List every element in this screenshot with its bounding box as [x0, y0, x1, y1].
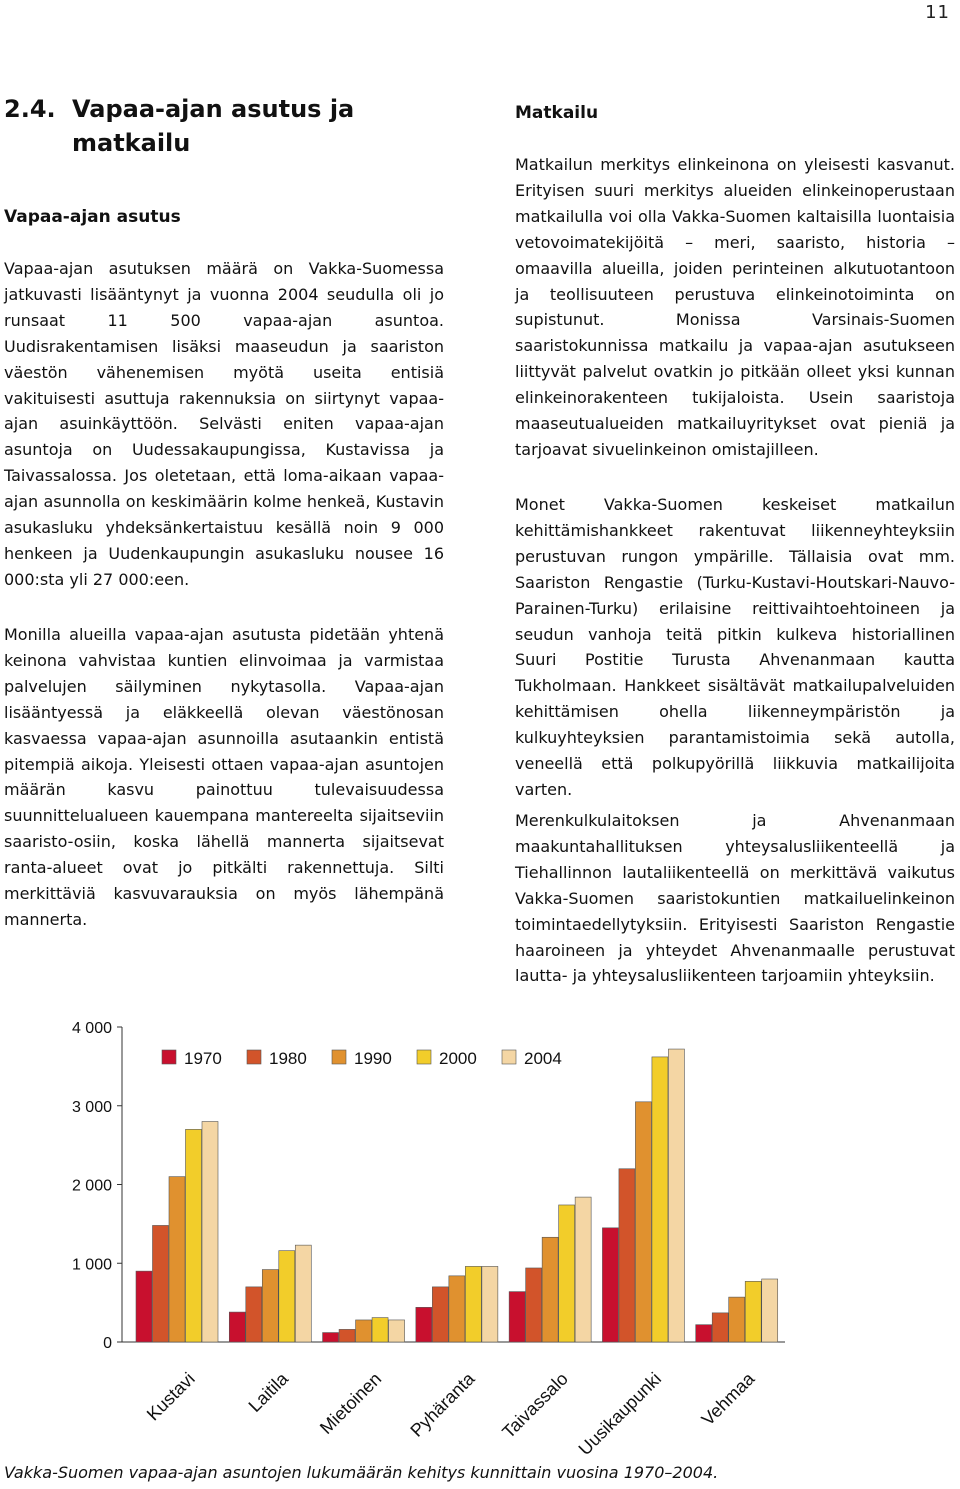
bar-vehmaa-1990 — [729, 1297, 745, 1342]
bar-laitila-1970 — [229, 1312, 245, 1342]
bar-uusikaupunki-1980 — [619, 1169, 635, 1342]
bar-laitila-2004 — [295, 1245, 311, 1342]
bar-mietoinen-2000 — [372, 1318, 388, 1342]
legend-swatch-1980 — [247, 1050, 261, 1064]
y-tick-label: 2 000 — [71, 1177, 112, 1195]
bar-mietoinen-1970 — [323, 1333, 339, 1342]
bar-pyhäranta-1990 — [449, 1276, 465, 1342]
category-label-vehmaa: Vehmaa — [697, 1368, 759, 1430]
subheading-matkailu: Matkailu — [515, 103, 599, 123]
category-label-laitila: Laitila — [244, 1368, 293, 1416]
legend-label-1970: 1970 — [184, 1049, 222, 1068]
bar-taivassalo-2004 — [575, 1197, 591, 1342]
legend-label-2000: 2000 — [439, 1049, 477, 1068]
bar-vehmaa-2004 — [762, 1279, 778, 1342]
section-heading — [4, 92, 444, 160]
category-label-taivassalo: Taivassalo — [498, 1368, 572, 1443]
bar-uusikaupunki-2000 — [652, 1057, 668, 1342]
bar-kustavi-1990 — [169, 1177, 185, 1342]
paragraph-matkailu-1: Matkailun merkitys elinkeinona on yleisesti kasvanut. Erityisen suuri merkitys alueiden elinkeinoperustaan matkailulla voi olla Vakka-Suomen kaltaisilla luontaisia vetovoimatekijöitä – meri, saaristo, historia – omaavilla alueilla, joiden perinteinen alkutuotantoon ja teollisuuteen perustuva elinkeinotoiminta on supistunut. Monissa Varsinais-Suomen saaristokunnissa matkailu ja vapaa-ajan asutukseen liittyvät palvelut ovatkin jo pitkään olleet yksi kunnan elinkeinorakenteen tukijaloista. Usein saaristoja maaseutualueiden matkailuyritykset ovat pieniä ja tarjoavat sivuelinkeinon omistajilleen. — [515, 155, 955, 459]
section-number: 2.4. — [4, 95, 56, 123]
legend-label-1990: 1990 — [354, 1049, 392, 1068]
bar-kustavi-1970 — [136, 1271, 152, 1342]
bar-kustavi-1980 — [153, 1225, 169, 1342]
bar-vehmaa-1980 — [712, 1313, 728, 1342]
bar-laitila-1990 — [262, 1270, 278, 1342]
paragraph-asutus-1: Vapaa-ajan asutuksen määrä on Vakka-Suomessa jatkuvasti lisääntynyt ja vuonna 2004 seudulla oli jo runsaat 11 500 vapaa-ajan asuntoa. Uudisrakentamisen lisäksi maaseudun ja saariston väestön vähenemisen myötä useita entisiä vakituisesti asuttuja rakennuksia on siirtynyt vapaa-ajan asuinkäyttöön. Selvästi eniten vapaa-ajan asuntoja on Uudessakaupungissa, Kustavissa ja Taivassalossa. Jos oletetaan, että loma-aikaan vapaa-ajan asunnolla on keskimäärin kolme henkeä, Kustavin asukasluku yhdeksänkertaistuu kesällä noin 9 000 henkeen ja Uudenkaupungin asukasluku nousee 16 000:sta yli 27 000:een. — [4, 259, 444, 589]
subheading-vapaa-ajan-asutus: Vapaa-ajan asutus — [4, 207, 181, 227]
paragraph-matkailu-3: Merenkulkulaitoksen ja Ahvenanmaan maakuntahallituksen yhteysalusliikenteellä ja Tiehallinnon lautaliikenteellä on merkittävä vaikutus Vakka-Suomen saaristokuntien matkailuelinkeinon toimintaedellytyksiin. Erityisesti Saariston Rengastie haaroineen ja yhteydet Ahvenanmaalle perustuvat lautta- ja yhteysalusliikenteen tarjoamiin yhteyksiin. — [515, 811, 955, 986]
legend-swatch-1970 — [162, 1050, 176, 1064]
y-tick-label: 0 — [103, 1335, 112, 1352]
y-tick-label: 4 000 — [71, 1020, 112, 1037]
bar-kustavi-2004 — [202, 1122, 218, 1343]
bar-pyhäranta-1980 — [432, 1287, 448, 1342]
bar-kustavi-2000 — [186, 1129, 202, 1342]
y-tick-label: 1 000 — [71, 1256, 112, 1274]
bar-mietoinen-2004 — [389, 1320, 405, 1342]
section-title: Vapaa-ajan asutus ja matkailu — [72, 95, 355, 157]
paragraph-matkailu-2: Monet Vakka-Suomen keskeiset matkailun kehittämishankkeet rakentuvat liikenneyhteyksiin perustuvan rungon ympärille. Tällaisia ovat mm. Saariston Rengastie (Turku-Kustavi-Houtskari-Nauvo-Parainen-Turku) erilaisine reittivaihtoehtoineen ja seudun vanhoja teitä pitkin kulkeva historiallinen Suuri Postitie Turusta Ahvenanmaan kautta Tukholmaan. Hankkeet sisältävät matkailupalveluiden kehittämisen ohella liikenneympäristön ja kulkuyhteyksien parantamistoimia sekä autolla, veneellä että polkupyörillä liikkuvia matkailijoita varten. — [515, 495, 955, 799]
paragraph-asutus-2: Monilla alueilla vapaa-ajan asutusta pidetään yhtenä keinona vahvistaa kuntien elinvoimaa ja varmistaa palvelujen säilyminen nykytasolla. Vapaa-ajan lisääntyessä ja eläkkeellä olevan väestönosan kasvaessa vapaa-ajan asunnoilla asutaankin entistä pitempiä aikoja. Yleisesti ottaen vapaa-ajan asuntojen määrän kasvu painottuu tulevaisuudessa suunnittelualueen kauempana mantereelta sijaitseviin saaristo-osiin, koska lähellä mannerta sijaitsevat ranta-alueet ovat jo pitkälti rakennettuja. Silti merkittäviä kasvuvarauksia on myös lähempänä mannerta. — [4, 625, 444, 929]
bar-chart — [0, 1005, 960, 1470]
legend-swatch-1990 — [332, 1050, 346, 1064]
bar-laitila-1980 — [246, 1287, 262, 1342]
legend-swatch-2004 — [502, 1050, 516, 1064]
y-tick-label: 3 000 — [71, 1098, 112, 1116]
category-label-pyhäranta: Pyhäranta — [406, 1368, 479, 1441]
bar-laitila-2000 — [279, 1251, 295, 1342]
bar-uusikaupunki-1990 — [635, 1102, 651, 1342]
bar-taivassalo-1980 — [526, 1268, 542, 1342]
bar-taivassalo-2000 — [559, 1205, 575, 1342]
bar-uusikaupunki-1970 — [602, 1228, 618, 1342]
bar-pyhäranta-1970 — [416, 1307, 432, 1342]
bar-taivassalo-1990 — [542, 1237, 558, 1342]
category-label-mietoinen: Mietoinen — [315, 1368, 386, 1438]
chart-caption: Vakka-Suomen vapaa-ajan asuntojen lukumäärän kehitys kunnittain vuosina 1970–2004. — [4, 1463, 719, 1482]
legend-swatch-2000 — [417, 1050, 431, 1064]
bar-mietoinen-1990 — [356, 1320, 372, 1342]
page-number: 11 — [925, 2, 950, 23]
category-label-kustavi: Kustavi — [142, 1368, 199, 1425]
bar-taivassalo-1970 — [509, 1292, 525, 1342]
bar-vehmaa-2000 — [745, 1281, 761, 1342]
chart-canvas — [0, 1005, 960, 1470]
bar-vehmaa-1970 — [696, 1325, 712, 1342]
bar-pyhäranta-2000 — [465, 1266, 481, 1342]
bar-pyhäranta-2004 — [482, 1266, 498, 1342]
legend-label-2004: 2004 — [524, 1049, 562, 1068]
bar-mietoinen-1980 — [339, 1329, 355, 1342]
category-label-uusikaupunki: Uusikaupunki — [574, 1368, 666, 1460]
bar-uusikaupunki-2004 — [668, 1049, 684, 1342]
legend-label-1980: 1980 — [269, 1049, 307, 1068]
